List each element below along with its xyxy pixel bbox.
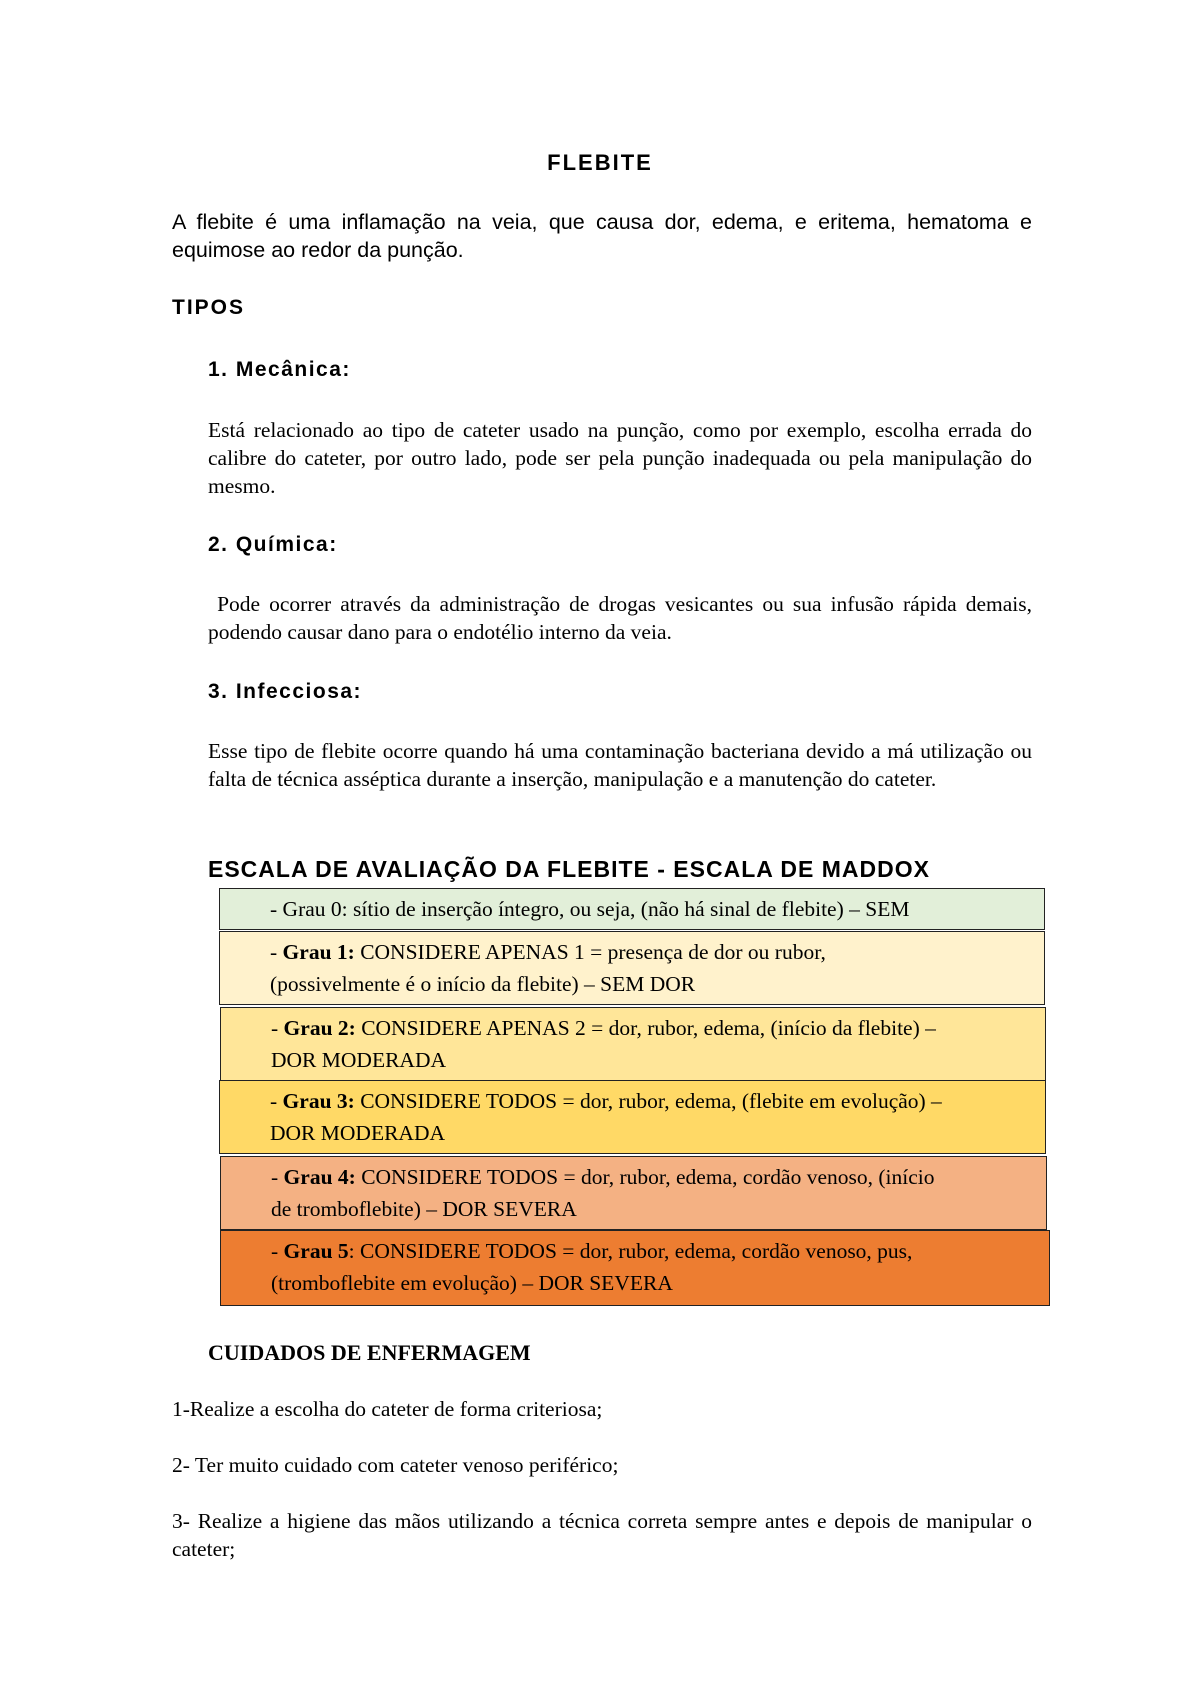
grade-text-line2: de tromboflebite) – DOR SEVERA (271, 1197, 577, 1221)
type-body-infecciosa: Esse tipo de flebite ocorre quando há uma contaminação bacteriana devido a má utilização ou falta de técnica asséptica durante a inserção, manipulação e a manutenção do cateter. (208, 739, 1032, 791)
type-heading-quimica: 2. Química: (208, 533, 338, 556)
grade-label: Grau 2: (283, 1016, 356, 1040)
grade-1-box (219, 931, 1045, 1005)
care-item: 1-Realize a escolha do cateter de forma criteriosa; (172, 1397, 603, 1421)
care-item: 2- Ter muito cuidado com cateter venoso periférico; (172, 1453, 619, 1477)
grade-prefix: - (270, 940, 283, 964)
grade-label: Grau 1: (282, 940, 355, 964)
types-heading: TIPOS (172, 296, 246, 319)
grade-4-box (220, 1156, 1047, 1230)
document-title: FLEBITE (547, 150, 653, 175)
type-heading-infecciosa: 3. Infecciosa: (208, 680, 363, 703)
nursing-care-heading: CUIDADOS DE ENFERMAGEM (208, 1340, 531, 1365)
type-body-quimica: Pode ocorrer através da administração de drogas vesicantes ou sua infusão rápida demais, podendo causar dano para o endotélio interno da veia. (208, 592, 1038, 644)
grade-prefix: - (271, 1165, 284, 1189)
intro-paragraph: A flebite é uma inflamação na veia, que causa dor, edema, e eritema, hematoma e equimose ao redor da punção. (172, 210, 1032, 262)
grade-text: CONSIDERE TODOS = dor, rubor, edema, (flebite em evolução) – (354, 1089, 942, 1113)
grade-text-line2: DOR MODERADA (270, 1121, 445, 1145)
grade-text-line2: DOR MODERADA (271, 1048, 446, 1072)
grade-3-box (219, 1080, 1046, 1154)
grade-0-box (219, 888, 1045, 930)
grade-5-box (220, 1230, 1050, 1306)
care-item: 3- Realize a higiene das mãos utilizando a técnica correta sempre antes e depois de manipular o cateter; (172, 1509, 1032, 1561)
grade-prefix: - (270, 897, 283, 921)
grade-label: Grau 0 (282, 897, 342, 921)
grade-label: Grau 4: (283, 1165, 356, 1189)
grade-text-line2: (possivelmente é o início da flebite) – SEM DOR (270, 972, 696, 996)
grade-2-box (220, 1007, 1046, 1081)
grade-prefix: - (271, 1239, 284, 1263)
type-body-mecanica: Está relacionado ao tipo de cateter usado na punção, como por exemplo, escolha errada do calibre do cateter, por outro lado, pode ser pela punção inadequada ou pela manipulação do mesmo. (208, 418, 1032, 498)
type-heading-mecanica: 1. Mecânica: (208, 358, 351, 381)
grade-label: Grau 3: (282, 1089, 355, 1113)
grade-text: CONSIDERE TODOS = dor, rubor, edema, cordão venoso, (início (355, 1165, 935, 1189)
grade-text: CONSIDERE APENAS 1 = presença de dor ou rubor, (354, 940, 826, 964)
grade-text-line2: (tromboflebite em evolução) – DOR SEVERA (271, 1271, 673, 1295)
grade-label: Grau 5 (283, 1239, 349, 1263)
grade-text: : CONSIDERE TODOS = dor, rubor, edema, cordão venoso, pus, (348, 1239, 913, 1263)
grade-prefix: - (271, 1016, 284, 1040)
grade-text: : sítio de inserção íntegro, ou seja, (não há sinal de flebite) – SEM (341, 897, 910, 921)
grade-text: CONSIDERE APENAS 2 = dor, rubor, edema, (início da flebite) – (355, 1016, 936, 1040)
maddox-scale-title: ESCALA DE AVALIAÇÃO DA FLEBITE - ESCALA DE MADDOX (208, 856, 930, 882)
grade-prefix: - (270, 1089, 283, 1113)
